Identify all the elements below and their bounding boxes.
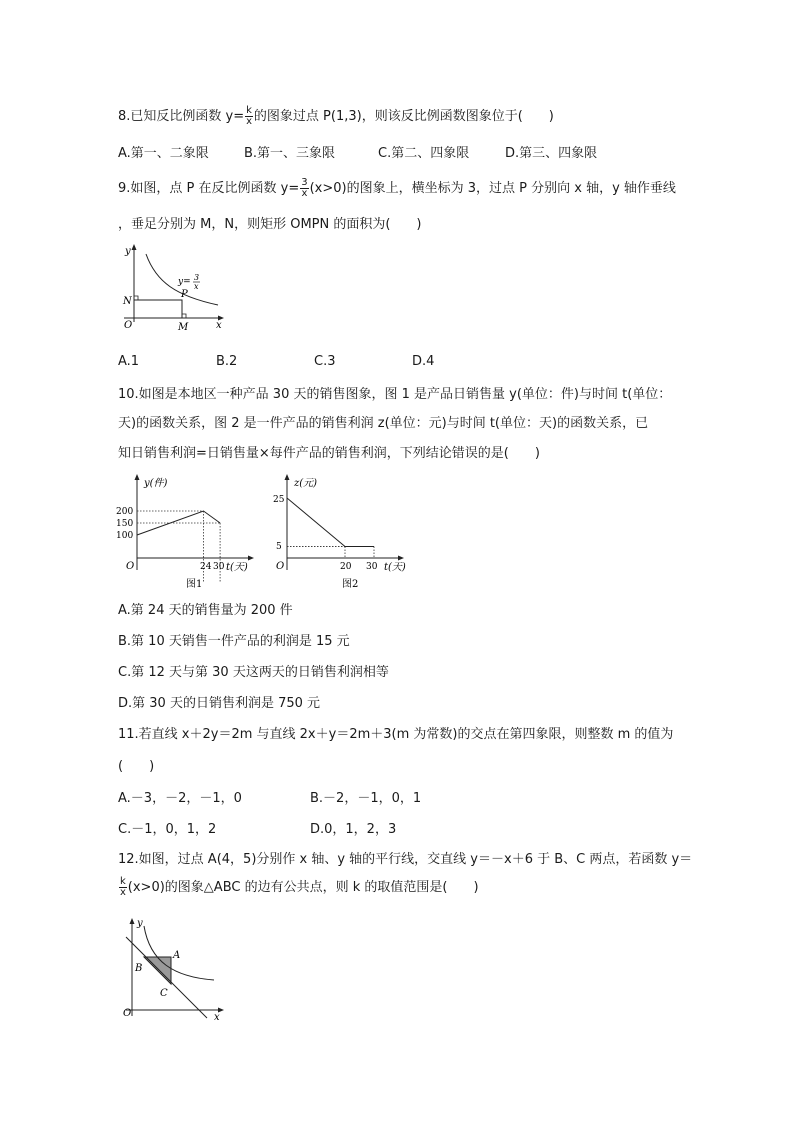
fig2-x-arrow	[398, 556, 404, 561]
fig1-y-arrow	[135, 474, 140, 480]
q11-option-c: C.－1，0，1，2	[118, 822, 217, 837]
q10-stem-line1: 10.如图是本地区一种产品 30 天的销售图象，图 1 是产品日销售量 y(单位：件)与时间 t(单位：	[118, 387, 672, 402]
q9-label-x: x	[216, 320, 222, 331]
fig1-ytick-200: 200	[116, 507, 134, 517]
q12-y-arrow	[130, 918, 135, 924]
q8-option-d: D.第三、四象限	[505, 146, 598, 161]
fig1-ylabel: y(件)	[144, 478, 168, 489]
fig2-ytick-5: 5	[276, 542, 282, 552]
q9-figure	[118, 242, 228, 334]
fig2-xlabel: t(天)	[384, 562, 406, 573]
q9-option-a: A.1	[118, 354, 140, 369]
q9-right-angle-n	[134, 296, 138, 300]
q9-option-c: C.3	[314, 354, 336, 369]
q9-fraction	[300, 178, 308, 199]
fig1-ytick-150: 150	[116, 519, 134, 529]
q12-label-b: B	[135, 963, 143, 974]
fig2-xtick-30: 30	[366, 562, 378, 572]
q10-stem-line2: 天)的函数关系，图 2 是一件产品的销售利润 z(单位：元)与时间 t(单位：天)的函数关系，已	[118, 416, 649, 431]
q12-label-a: A	[173, 950, 181, 961]
q10-option-a: A.第 24 天的销售量为 200 件	[118, 603, 293, 618]
q9-label-y: y	[125, 246, 131, 257]
q9-y-arrow	[132, 244, 137, 250]
q12-figure	[118, 912, 230, 1022]
q10-option-d: D.第 30 天的日销售利润是 750 元	[118, 696, 321, 711]
q9-label-n: N	[123, 296, 132, 307]
q9-eq-lhs: y=	[178, 277, 191, 287]
q9-suffix: (x>0)的图象上，横坐标为 3，过点 P 分别向 x 轴，y 轴作垂线	[309, 181, 676, 196]
q11-stem-line2: ( )	[118, 759, 155, 774]
fig2-y-arrow	[285, 474, 290, 480]
fig1-xtick-24: 24	[200, 562, 212, 572]
fig2-caption: 图2	[342, 579, 359, 590]
q12-frac-den: x	[119, 887, 126, 898]
q12-fraction	[119, 877, 127, 898]
fig2-origin: O	[276, 561, 285, 572]
q9-rectangle-ompn	[134, 300, 182, 318]
q10-option-c: C.第 12 天与第 30 天这两天的日销售利润相等	[118, 665, 389, 680]
fig1-xlabel: t(天)	[226, 562, 248, 573]
fig2-xtick-20: 20	[340, 562, 352, 572]
fig1-xtick-30: 30	[213, 562, 225, 572]
q8-frac-den: x	[246, 116, 252, 127]
q10-stem-line3: 知日销售利润=日销售量×每件产品的销售利润，下列结论错误的是( )	[118, 446, 540, 461]
q9-eq-den: x	[194, 282, 199, 291]
q9-label-o: O	[124, 320, 133, 331]
q9-stem	[118, 178, 676, 199]
q9-eq-num: 3	[194, 273, 200, 282]
fig1-x-arrow	[248, 556, 254, 561]
q12-label-y: y	[137, 918, 143, 929]
q8-prefix: 8.已知反比例函数 y=	[118, 109, 245, 124]
q12-label-c: C	[160, 988, 168, 999]
q8-option-c: C.第二、四象限	[378, 146, 470, 161]
fig2-guides	[287, 547, 374, 559]
q10-option-b: B.第 10 天销售一件产品的利润是 15 元	[118, 634, 350, 649]
q9-label-p: P	[181, 289, 188, 300]
q9-frac-num: 3	[301, 177, 308, 188]
fig1-ytick-100: 100	[116, 531, 134, 541]
q8-stem	[118, 106, 554, 127]
q12-stem-line1: 12.如图，过点 A(4，5)分别作 x 轴、y 轴的平行线，交直线 y＝－x＋6 于 B、C 两点，若函数 y＝	[118, 852, 693, 867]
q9-prefix: 9.如图，点 P 在反比例函数 y=	[118, 181, 300, 196]
q8-option-b: B.第一、三象限	[244, 146, 336, 161]
fig1-caption: 图1	[186, 579, 203, 590]
q12-triangle-abc	[144, 957, 171, 984]
q8-fraction	[245, 106, 253, 127]
q11-option-d: D.0，1，2，3	[310, 822, 397, 837]
q9-frac-den: x	[301, 188, 308, 199]
q9-stem-line2: ，垂足分别为 M，N，则矩形 OMPN 的面积为( )	[118, 217, 422, 232]
q9-label-m: M	[178, 322, 189, 333]
q8-suffix: 的图象过点 P(1,3)，则该反比例函数图象位于( )	[253, 109, 554, 124]
q9-option-b: B.2	[216, 354, 238, 369]
q12-stem-line2	[118, 877, 479, 898]
q8-frac-num: k	[246, 105, 252, 116]
q12-label-x: x	[214, 1012, 220, 1022]
q11-option-a: A.－3，－2，－1，0	[118, 791, 242, 806]
fig2-ytick-25: 25	[273, 495, 285, 505]
q12-label-o: O	[123, 1008, 132, 1019]
fig2-ylabel: z(元)	[294, 478, 318, 489]
q9-right-angle-m	[182, 314, 186, 318]
q8-option-a: A.第一、二象限	[118, 146, 209, 161]
fig2-profit-line	[287, 498, 374, 547]
q12-suffix: (x>0)的图象△ABC 的边有公共点，则 k 的取值范围是( )	[127, 880, 479, 895]
q12-frac-num: k	[120, 876, 126, 887]
q11-stem-line1: 11.若直线 x＋2y＝2m 与直线 2x＋y＝2m＋3(m 为常数)的交点在第四象限，则整数 m 的值为	[118, 727, 674, 742]
q11-option-b: B.－2，－1，0，1	[310, 791, 422, 806]
fig1-origin: O	[126, 561, 135, 572]
q10-figure-2	[272, 470, 420, 592]
q9-option-d: D.4	[412, 354, 435, 369]
q10-figure-1	[112, 470, 260, 592]
